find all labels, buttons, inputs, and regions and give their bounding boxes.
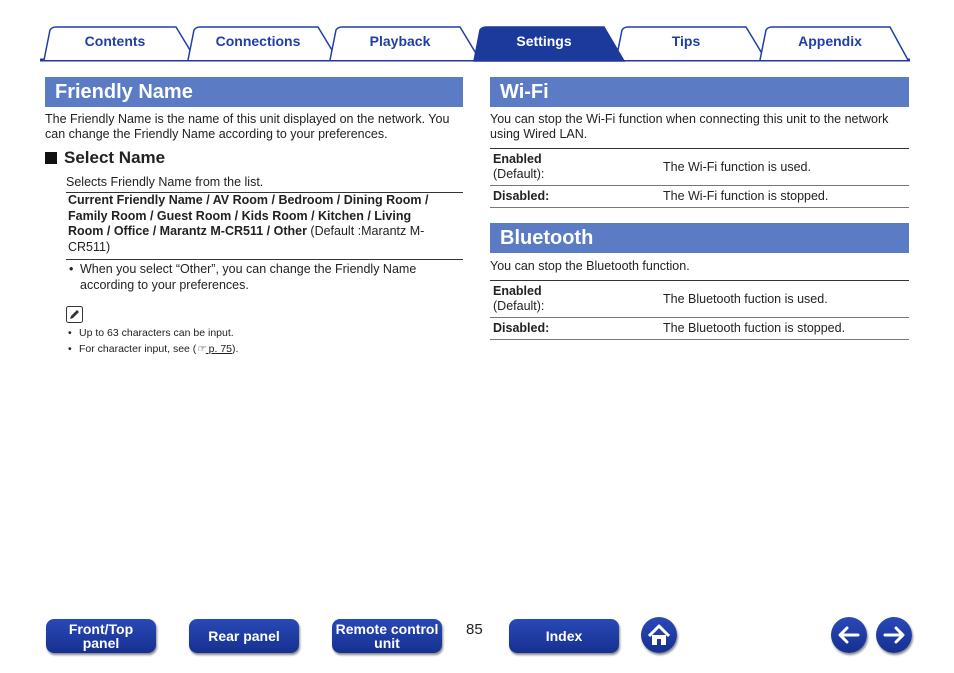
pencil-memo-icon: [66, 306, 83, 323]
table-row: [490, 281, 909, 318]
table-row: [490, 318, 909, 340]
options-line4: CR511): [68, 240, 111, 254]
options-line2: Family Room / Guest Room / Kids Room / Kitchen / Living: [68, 209, 412, 223]
tab-shapes: [0, 0, 954, 64]
bluetooth-intro: You can stop the Bluetooth function.: [490, 259, 690, 273]
bluetooth-heading: Bluetooth: [490, 223, 909, 253]
friendly-intro-line1: The Friendly Name is the name of this unit displayed on the network. You: [45, 112, 450, 126]
page-link[interactable]: p. 75: [205, 343, 233, 355]
note-line2: according to your preferences.: [80, 278, 249, 292]
key-bold: Enabled: [493, 152, 542, 166]
tab-tips[interactable]: Tips: [671, 33, 701, 49]
row-key: Disabled:: [493, 321, 550, 335]
row-value: The Wi-Fi function is stopped.: [663, 189, 829, 203]
memo-line1: • Up to 63 characters can be input.: [79, 326, 234, 340]
row-value: The Bluetooth fuction is stopped.: [663, 321, 846, 335]
key-bold: Enabled: [493, 284, 542, 298]
bluetooth-table: [490, 280, 909, 340]
row-value: The Wi-Fi function is used.: [663, 159, 811, 174]
select-name-desc: Selects Friendly Name from the list.: [66, 175, 264, 189]
arrow-left-icon: [831, 617, 867, 653]
home-icon: [641, 617, 677, 653]
wifi-intro-line2: using Wired LAN.: [490, 127, 588, 141]
tab-appendix[interactable]: Appendix: [798, 33, 862, 49]
row-key: Disabled:: [493, 189, 550, 203]
tab-contents[interactable]: Contents: [84, 33, 146, 49]
options-default: (Default :Marantz M-: [306, 224, 425, 238]
front-top-label1: Front/Top: [68, 621, 134, 637]
tab-bar: [0, 0, 954, 64]
tab-connections[interactable]: Connections: [215, 33, 301, 49]
remote-control-button[interactable]: [332, 619, 442, 653]
table-row: [490, 186, 909, 208]
tab-playback[interactable]: Playback: [369, 33, 431, 49]
key-sub: (Default):: [493, 167, 545, 181]
options-line1: Current Friendly Name / AV Room / Bedroom / Dining Room /: [68, 193, 429, 207]
wifi-table: [490, 148, 909, 208]
hand-pointer-icon: ☞: [196, 343, 206, 355]
wifi-intro-line1: You can stop the Wi-Fi function when connecting this unit to the network: [490, 112, 889, 126]
options-line3: [68, 224, 424, 240]
wifi-heading: Wi-Fi: [490, 77, 909, 107]
home-button[interactable]: [641, 617, 677, 653]
key-sub: (Default):: [493, 299, 545, 313]
row-value: The Bluetooth fuction is used.: [663, 291, 828, 306]
remote-label2: unit: [374, 635, 400, 651]
back-button[interactable]: [831, 617, 867, 653]
friendly-intro-line2: can change the Friendly Name according to your preferences.: [45, 127, 388, 141]
select-name-title: Select Name: [64, 148, 166, 167]
square-bullet-icon: [45, 152, 57, 164]
front-top-panel-button[interactable]: [46, 619, 156, 653]
remote-label1: Remote control: [335, 621, 439, 637]
note-line1: • When you select “Other”, you can change the Friendly Name: [80, 262, 416, 278]
row-key: [490, 281, 660, 318]
select-name-heading: [45, 148, 165, 168]
row-key: [490, 149, 660, 186]
friendly-name-heading: Friendly Name: [45, 77, 463, 107]
table-row: [490, 149, 909, 186]
tab-settings[interactable]: Settings: [516, 33, 572, 49]
arrow-right-icon: [876, 617, 912, 653]
options-line3-bold: Room / Office / Marantz M-CR511 / Other: [68, 224, 307, 238]
memo2-pre: For character input, see (: [79, 343, 197, 355]
front-top-label2: panel: [82, 635, 120, 651]
divider: [66, 259, 463, 260]
rear-panel-button[interactable]: Rear panel: [189, 619, 299, 653]
memo2-post: ).: [232, 343, 239, 355]
memo-line2: [79, 342, 238, 356]
index-button[interactable]: Index: [509, 619, 619, 653]
page-number: 85: [466, 621, 483, 638]
forward-button[interactable]: [876, 617, 912, 653]
